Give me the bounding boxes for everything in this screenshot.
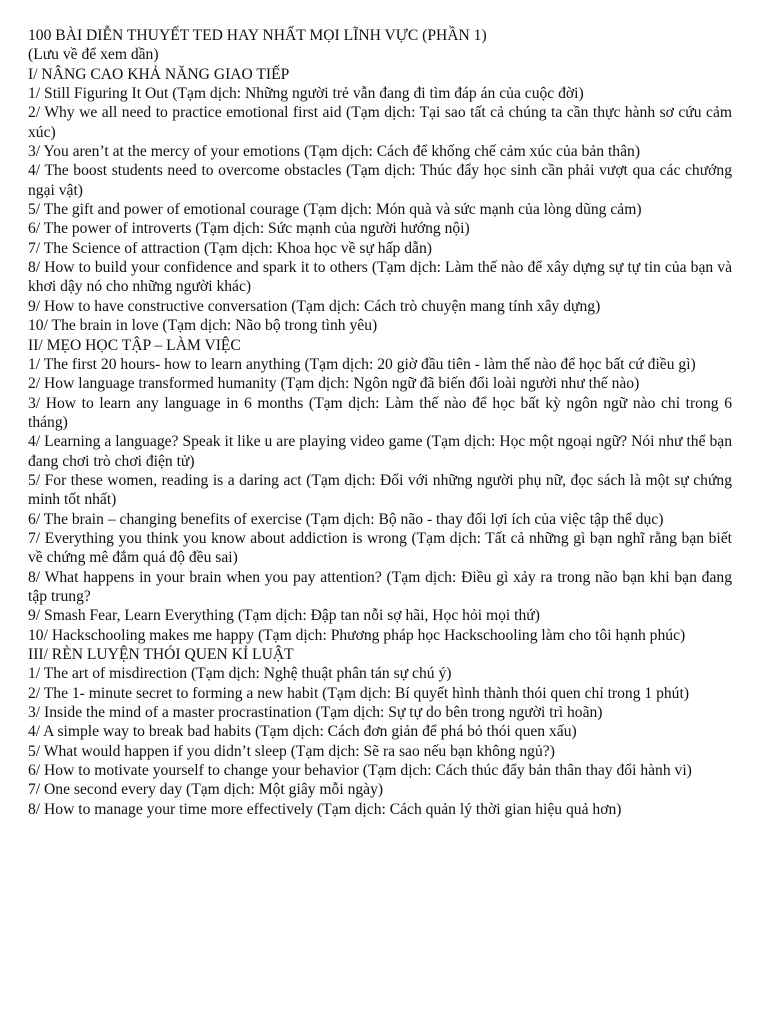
list-item: 5/ What would happen if you didn’t sleep (Tạm dịch: Sẽ ra sao nếu bạn không ngủ?): [28, 742, 555, 760]
list-item: 6/ The power of introverts (Tạm dịch: Sức mạnh của người hướng nội): [28, 220, 470, 238]
document-page: [28, 26, 732, 819]
list-item: 2/ Why we all need to practice emotional first aid (Tạm dịch: Tại sao tất cả chúng ta cần thực hành sơ cứu cảm xúc): [28, 104, 732, 141]
list-item: 8/ How to manage your time more effectively (Tạm dịch: Cách quản lý thời gian hiệu quả hơn): [28, 800, 622, 818]
document-note: (Lưu về để xem dần): [28, 46, 159, 64]
list-item: 8/ What happens in your brain when you pay attention? (Tạm dịch: Điều gì xảy ra trong não bạn khi bạn đang tập trung?: [28, 568, 732, 605]
section-heading-communication: I/ NÂNG CAO KHẢ NĂNG GIAO TIẾP: [28, 65, 290, 83]
list-item: 5/ The gift and power of emotional courage (Tạm dịch: Món quà và sức mạnh của lòng dũng cảm): [28, 201, 642, 219]
list-item: 1/ Still Figuring It Out (Tạm dịch: Những người trẻ vẫn đang đi tìm đáp án của cuộc đời): [28, 85, 584, 103]
section-heading-study-tips: II/ MẸO HỌC TẬP – LÀM VIỆC: [28, 336, 241, 354]
list-item: 8/ How to build your confidence and spark it to others (Tạm dịch: Làm thế nào để xây dựng sự tự tin của bạn và khơi dậy nó cho những người khác): [28, 259, 732, 296]
list-item: 7/ The Science of attraction (Tạm dịch: Khoa học về sự hấp dẫn): [28, 239, 432, 257]
list-item: 5/ For these women, reading is a daring act (Tạm dịch: Đối với những người phụ nữ, đọc sách là một sự chứng minh tốt nhất): [28, 471, 732, 509]
list-item: 6/ How to motivate yourself to change your behavior (Tạm dịch: Cách thúc đẩy bản thân thay đổi hành vi): [28, 762, 692, 780]
list-item: 6/ The brain – changing benefits of exercise (Tạm dịch: Bộ não - thay đổi lợi ích của việc tập thể dục): [28, 510, 664, 528]
list-item: 2/ How language transformed humanity (Tạm dịch: Ngôn ngữ đã biến đổi loài người như thế nào): [28, 375, 640, 393]
section-heading-habits: III/ RÈN LUYỆN THÓI QUEN KỈ LUẬT: [28, 646, 294, 663]
list-item: 4/ Learning a language? Speak it like u are playing video game (Tạm dịch: Học một ngoại ngữ? Nói như thể bạn đang chơi trò chơi điện tử): [28, 433, 732, 470]
document-title: 100 BÀI DIỄN THUYẾT TED HAY NHẤT MỌI LĨNH VỰC (PHẦN 1): [28, 27, 487, 44]
list-item: 2/ The 1- minute secret to forming a new habit (Tạm dịch: Bí quyết hình thành thói quen chỉ trong 1 phút): [28, 684, 690, 702]
list-item: 3/ How to learn any language in 6 months (Tạm dịch: Làm thế nào để học bất kỳ ngôn ngữ nào chỉ trong 6 tháng): [28, 394, 732, 431]
list-item: 1/ The art of misdirection (Tạm dịch: Nghệ thuật phân tán sự chú ý): [28, 665, 452, 683]
list-item: 3/ You aren’t at the mercy of your emotions (Tạm dịch: Cách để khống chế cảm xúc của bản thân): [28, 143, 641, 161]
list-item: 1/ The first 20 hours- how to learn anything (Tạm dịch: 20 giờ đầu tiên - làm thế nào để học bất cứ điều gì): [28, 355, 696, 373]
list-item: 9/ How to have constructive conversation (Tạm dịch: Cách trò chuyện mang tính xây dựng): [28, 297, 601, 315]
list-item: 10/ Hackschooling makes me happy (Tạm dịch: Phương pháp học Hackschooling làm cho tôi hạnh phúc): [28, 626, 686, 644]
list-item: 4/ A simple way to break bad habits (Tạm dịch: Cách đơn giản để phá bỏ thói quen xấu): [28, 723, 577, 741]
list-item: 9/ Smash Fear, Learn Everything (Tạm dịch: Đập tan nỗi sợ hãi, Học hỏi mọi thứ): [28, 607, 540, 625]
list-item: 4/ The boost students need to overcome obstacles (Tạm dịch: Thúc đẩy học sinh cần phải vượt qua các chướng ngại vật): [28, 162, 732, 199]
list-item: 3/ Inside the mind of a master procrastination (Tạm dịch: Sự tự do bên trong người trì hoãn): [28, 704, 603, 722]
list-item: 7/ One second every day (Tạm dịch: Một giây mỗi ngày): [28, 781, 384, 799]
list-item: 7/ Everything you think you know about addiction is wrong (Tạm dịch: Tất cả những gì bạn nghĩ rằng bạn biết về chứng mê đắm quá độ đều sai): [28, 529, 732, 567]
list-item: 10/ The brain in love (Tạm dịch: Não bộ trong tình yêu): [28, 317, 378, 335]
